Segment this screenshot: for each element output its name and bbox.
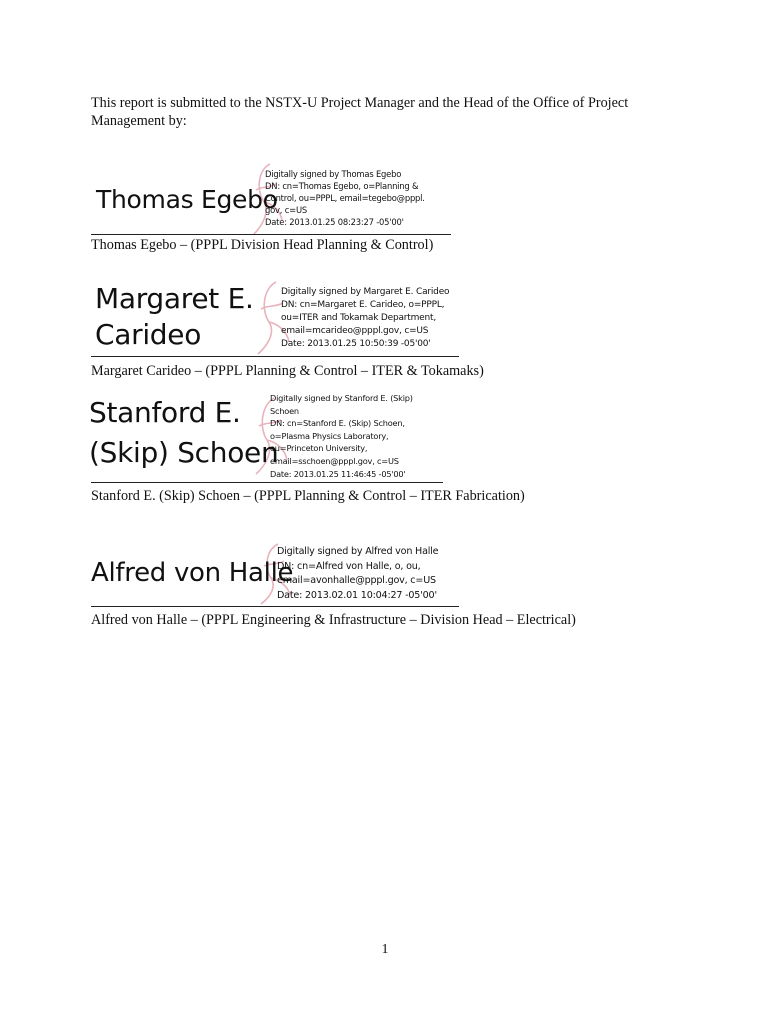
signature-caption: Margaret Carideo – (PPPL Planning & Control – ITER & Tokamaks): [91, 363, 484, 379]
dn-line: ou=ITER and Tokamak Department,: [281, 313, 437, 323]
signature-line: [91, 234, 451, 235]
dn-line: DN: cn=Stanford E. (Skip) Schoen,: [270, 418, 405, 429]
signature-line: [91, 356, 459, 357]
signature-line: [91, 482, 443, 483]
dn-line: DN: cn=Thomas Egebo, o=Planning &: [265, 181, 419, 191]
dn-line: email=avonhalle@pppl.gov, c=US: [277, 575, 436, 586]
signature-name-line-2: (Skip) Schoen: [89, 436, 279, 469]
dn-line: email=sschoen@pppl.gov, c=US: [270, 455, 399, 466]
signed-by-text: Digitally signed by Margaret E. Carideo: [281, 287, 450, 297]
signature-date: Date: 2013.01.25 08:23:27 -05'00': [265, 217, 404, 227]
signed-by-text: Digitally signed by Alfred von Halle: [277, 546, 439, 557]
dn-line: gov, c=US: [265, 205, 307, 215]
signature-details: [281, 286, 449, 351]
signature-date: Date: 2013.01.25 10:50:39 -05'00': [281, 339, 431, 349]
dn-line: DN: cn=Margaret E. Carideo, o=PPPL,: [281, 300, 445, 310]
page-number: 1: [381, 942, 389, 957]
dn-line: DN: cn=Alfred von Halle, o, ou,: [277, 560, 421, 572]
signature-caption: Stanford E. (Skip) Schoen – (PPPL Planning & Control – ITER Fabrication): [91, 488, 525, 504]
dn-line: o=Plasma Physics Laboratory,: [270, 430, 389, 441]
signature-details: [277, 545, 438, 603]
signature-name-line-1: Margaret E.: [95, 282, 254, 315]
signature-caption: Thomas Egebo – (PPPL Division Head Planning & Control): [91, 237, 434, 253]
signature-name-line-2: Carideo: [95, 318, 202, 351]
dn-line: Control, ou=PPPL, email=tegebo@pppl.: [265, 193, 425, 203]
intro-paragraph: This report is submitted to the NSTX-U Project Manager and the Head of the Office of Project Management by:: [91, 95, 629, 129]
signature-details: [270, 392, 413, 480]
dn-line: email=mcarideo@pppl.gov, c=US: [281, 326, 429, 336]
dn-line: ou=Princeton University,: [270, 443, 368, 454]
signature-name: Alfred von Halle: [91, 558, 294, 588]
signature-details: [265, 168, 425, 228]
signed-by-text: Digitally signed by Thomas Egebo: [265, 169, 402, 179]
signature-caption: Alfred von Halle – (PPPL Engineering & Infrastructure – Division Head – Electrical): [91, 612, 576, 628]
signed-by-text: Digitally signed by Stanford E. (Skip): [270, 393, 413, 403]
signature-date: Date: 2013.02.01 10:04:27 -05'00': [277, 589, 437, 601]
signature-name: Thomas Egebo: [96, 185, 278, 214]
signature-name-line-1: Stanford E.: [89, 396, 241, 429]
signature-line: [91, 606, 459, 607]
signature-date: Date: 2013.01.25 11:46:45 -05'00': [270, 468, 406, 479]
signed-by-text: Schoen: [270, 405, 299, 416]
